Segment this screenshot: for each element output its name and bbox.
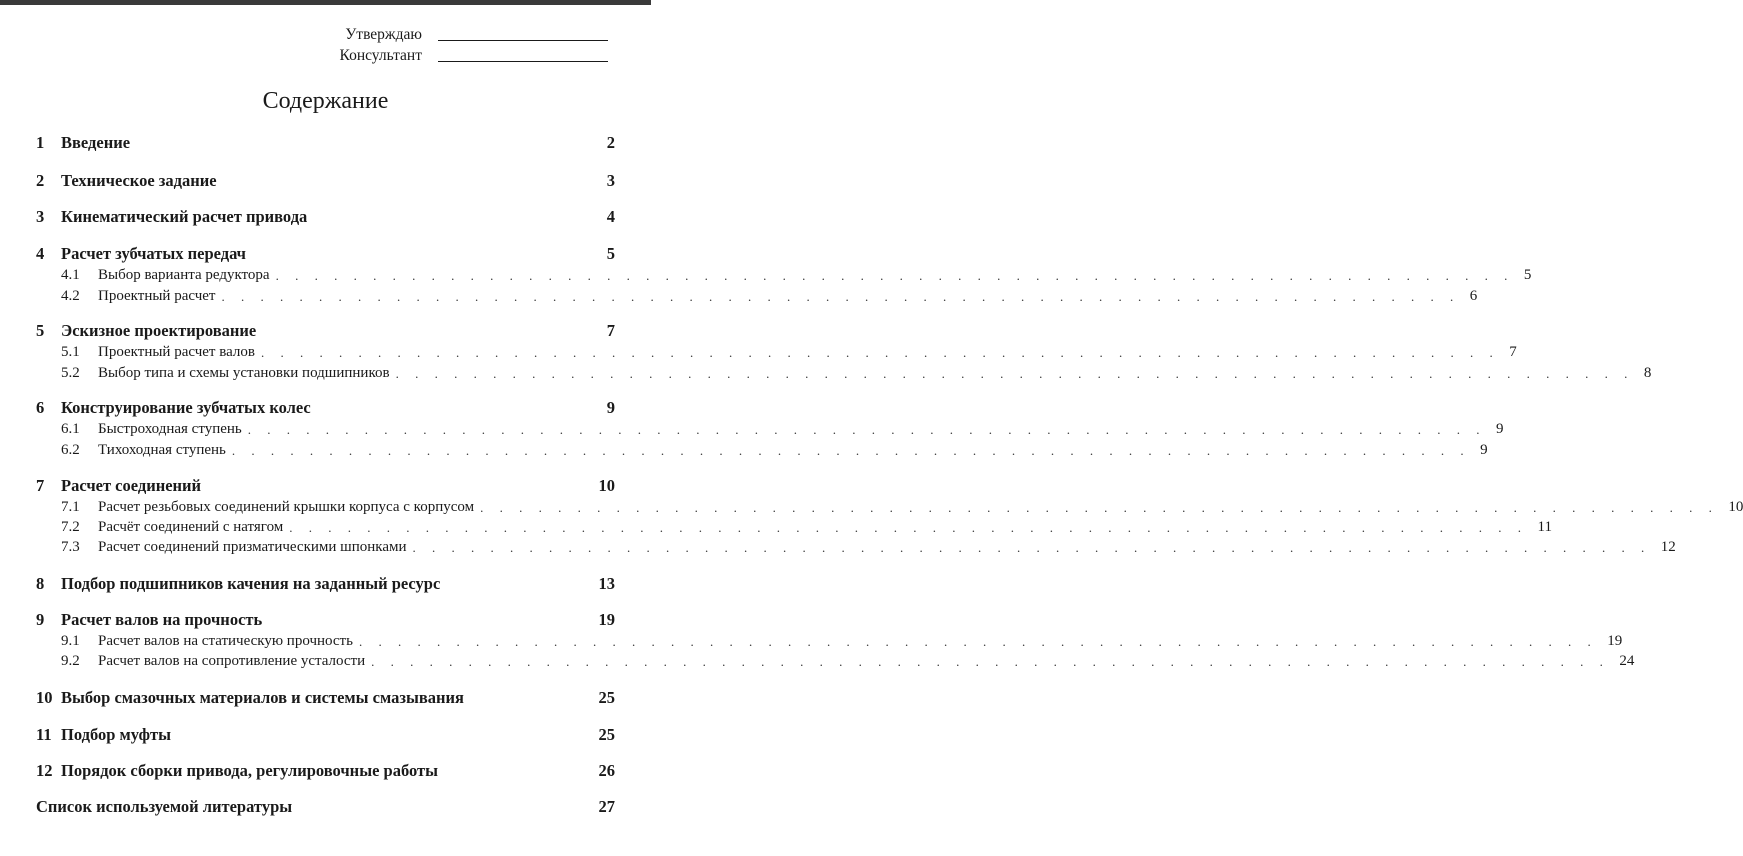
toc-section-4[interactable] — [36, 243, 615, 265]
toc-section-11[interactable] — [36, 724, 615, 746]
approval-block — [300, 26, 630, 68]
toc-subsection-6.2[interactable] — [61, 440, 1488, 460]
toc-dot-leader: . . . . . . . . . . . . . . . . . . . . . . . . . . . . . . . . . . . . . . . . . . . . . . . . . . . . . . . . . . . . . . . . — [231, 443, 1471, 458]
toc-subsection-title: Расчет резьбовых соединений крышки корпуса с корпусом — [98, 498, 475, 515]
approve-signature-line — [438, 40, 608, 41]
toc-section-title: Расчет валов на прочность — [61, 610, 263, 629]
toc-section-title: Конструирование зубчатых колес — [61, 398, 311, 417]
toc-section-number: 12 — [36, 761, 53, 780]
toc-subsection-page: 5 — [1523, 266, 1532, 283]
toc-dot-leader: . . . . . . . . . . . . . . . . . . . . . . . . . . . . . . . . . . . . . . . . . . . . . . . . . . . . . . . . . . . . . . . . — [275, 268, 1514, 283]
toc-subsection-title: Расчёт соединений с натягом — [98, 518, 284, 535]
toc-subsection-page: 24 — [1619, 652, 1635, 669]
toc-subsection-page: 9 — [1480, 441, 1488, 458]
toc-subsection-page: 12 — [1660, 538, 1676, 555]
toc-section-number: 9 — [36, 610, 45, 629]
toc-subsection-page: 19 — [1607, 632, 1623, 649]
toc-subsection-number: 6.2 — [61, 441, 80, 458]
toc-section-5[interactable] — [36, 320, 615, 342]
toc-section-number: 6 — [36, 398, 45, 417]
toc-subsection-number: 5.1 — [61, 343, 80, 360]
toc-section-number: 8 — [36, 574, 45, 593]
toc-section-3[interactable] — [36, 206, 615, 228]
toc-section-8[interactable] — [36, 573, 615, 595]
toc-dot-leader: . . . . . . . . . . . . . . . . . . . . . . . . . . . . . . . . . . . . . . . . . . . . . . . . . . . . . . . . . . . . . . . . — [221, 289, 1460, 304]
toc-subsection-5.1[interactable] — [61, 342, 1517, 362]
toc-subsection-7.3[interactable] — [61, 537, 1676, 557]
toc-section-9[interactable] — [36, 609, 615, 631]
toc-subsection-title: Быстроходная ступень — [98, 420, 242, 437]
toc-section-page: 7 — [606, 321, 615, 340]
toc-subsection-page: 7 — [1509, 343, 1517, 360]
toc-section-title: Кинематический расчет привода — [61, 207, 308, 226]
toc-section-title: Эскизное проектирование — [61, 321, 257, 340]
toc-subsection-number: 7.2 — [61, 518, 80, 535]
toc-subsection-9.2[interactable] — [61, 651, 1635, 671]
toc-section-number: 5 — [36, 321, 45, 340]
toc-dot-leader: . . . . . . . . . . . . . . . . . . . . . . . . . . . . . . . . . . . . . . . . . . . . . . . . . . . . . . . . . . . . . . . . — [247, 422, 1486, 437]
toc-dot-leader: . . . . . . . . . . . . . . . . . . . . . . . . . . . . . . . . . . . . . . . . . . . . . . . . . . . . . . . . . . . . . . . . — [289, 520, 1528, 535]
toc-subsection-page: 8 — [1643, 364, 1652, 381]
toc-subsection-number: 4.1 — [61, 266, 80, 283]
toc-section-2[interactable] — [36, 170, 615, 192]
toc-section-number: 7 — [36, 476, 45, 495]
toc-subsection-9.1[interactable] — [61, 631, 1623, 651]
toc-section-page: 5 — [606, 244, 615, 263]
toc-section-page: 2 — [606, 133, 615, 152]
toc-subsection-page: 6 — [1469, 287, 1478, 304]
toc-section-title: Введение — [61, 133, 131, 152]
toc-subsection-title: Тихоходная ступень — [98, 441, 226, 458]
toc-section-6[interactable] — [36, 397, 615, 419]
toc-subsection-4.2[interactable] — [61, 286, 1478, 306]
toc-dot-leader: . . . . . . . . . . . . . . . . . . . . . . . . . . . . . . . . . . . . . . . . . . . . . . . . . . . . . . . . . . . . . . . . — [395, 366, 1634, 381]
toc-literature-title: Список используемой литературы — [36, 797, 293, 816]
toc-subsection-number: 4.2 — [61, 287, 80, 304]
approve-label: Утверждаю — [345, 26, 422, 43]
toc-section-page: 19 — [598, 610, 615, 629]
toc-dot-leader: . . . . . . . . . . . . . . . . . . . . . . . . . . . . . . . . . . . . . . . . . . . . . . . . . . . . . . . . . . . . . . . . — [371, 654, 1610, 669]
toc-dot-leader: . . . . . . . . . . . . . . . . . . . . . . . . . . . . . . . . . . . . . . . . . . . . . . . . . . . . . . . . . . . . . . . . — [358, 634, 1598, 649]
toc-subsection-6.1[interactable] — [61, 419, 1504, 439]
toc-dot-leader: . . . . . . . . . . . . . . . . . . . . . . . . . . . . . . . . . . . . . . . . . . . . . . . . . . . . . . . . . . . . . . . . — [260, 345, 1500, 360]
toc-section-10[interactable] — [36, 687, 615, 709]
toc-section-page: 10 — [598, 476, 615, 495]
toc-dot-leader: . . . . . . . . . . . . . . . . . . . . . . . . . . . . . . . . . . . . . . . . . . . . . . . . . . . . . . . . . . . . . . . . — [480, 500, 1719, 515]
toc-subsection-title: Проектный расчет — [98, 287, 216, 304]
toc-subsection-number: 7.3 — [61, 538, 80, 555]
toc-subsection-7.1[interactable] — [61, 497, 1743, 517]
toc-subsection-page: 10 — [1728, 498, 1743, 515]
toc-section-title: Выбор смазочных материалов и системы смазывания — [61, 688, 464, 707]
toc-section-title: Подбор подшипников качения на заданный ресурс — [61, 574, 441, 593]
toc-section-title: Техническое задание — [61, 171, 217, 190]
toc-section-title: Подбор муфты — [61, 725, 172, 744]
toc-subsection-7.2[interactable] — [61, 517, 1552, 537]
toc-subsection-number: 9.1 — [61, 632, 80, 649]
toc-subsection-page: 9 — [1496, 420, 1504, 437]
toc-section-page: 13 — [598, 574, 615, 593]
toc-section-title: Порядок сборки привода, регулировочные работы — [61, 761, 439, 780]
toc-section-page: 4 — [606, 207, 615, 226]
toc-subsection-title: Выбор варианта редуктора — [98, 266, 270, 283]
toc-section-7[interactable] — [36, 475, 615, 497]
toc-section-number: 1 — [36, 133, 45, 152]
toc-dot-leader: . . . . . . . . . . . . . . . . . . . . . . . . . . . . . . . . . . . . . . . . . . . . . . . . . . . . . . . . . . . . . . . . — [412, 540, 1651, 555]
toc-subsection-number: 7.1 — [61, 498, 80, 515]
toc-subsection-title: Выбор типа и схемы установки подшипников — [98, 364, 390, 381]
toc-subsection-5.2[interactable] — [61, 363, 1652, 383]
page-title: Содержание — [262, 88, 389, 114]
toc-subsection-number: 6.1 — [61, 420, 80, 437]
toc-section-number: 4 — [36, 244, 45, 263]
consultant-label: Консультант — [339, 47, 422, 64]
toc-subsection-number: 5.2 — [61, 364, 80, 381]
toc-subsection-title: Проектный расчет валов — [98, 343, 255, 360]
toc-section-title: Расчет зубчатых передач — [61, 244, 246, 263]
window-top-edge — [0, 0, 651, 5]
toc-section-page: 3 — [606, 171, 615, 190]
toc-section-number: 2 — [36, 171, 45, 190]
toc-literature-page: 27 — [598, 797, 615, 816]
toc-section-page: 9 — [606, 398, 615, 417]
toc-section-number: 3 — [36, 207, 45, 226]
toc-subsection-number: 9.2 — [61, 652, 80, 669]
toc-section-number: 10 — [36, 688, 53, 707]
toc-section-12[interactable] — [36, 760, 615, 782]
toc-section-page: 26 — [598, 761, 615, 780]
toc-subsection-page: 11 — [1537, 518, 1552, 535]
toc-subsection-title: Расчет соединений призматическими шпонками — [98, 538, 407, 555]
toc-section-page: 25 — [598, 688, 615, 707]
toc-literature[interactable] — [36, 796, 615, 818]
toc-section-number: 11 — [36, 725, 52, 744]
consultant-signature-line — [438, 61, 608, 62]
toc-section-1[interactable] — [36, 132, 615, 154]
toc-subsection-title: Расчет валов на сопротивление усталости — [98, 652, 366, 669]
toc-subsection-title: Расчет валов на статическую прочность — [98, 632, 353, 649]
toc-section-page: 25 — [598, 725, 615, 744]
toc-section-title: Расчет соединений — [61, 476, 202, 495]
toc-subsection-4.1[interactable] — [61, 265, 1532, 285]
